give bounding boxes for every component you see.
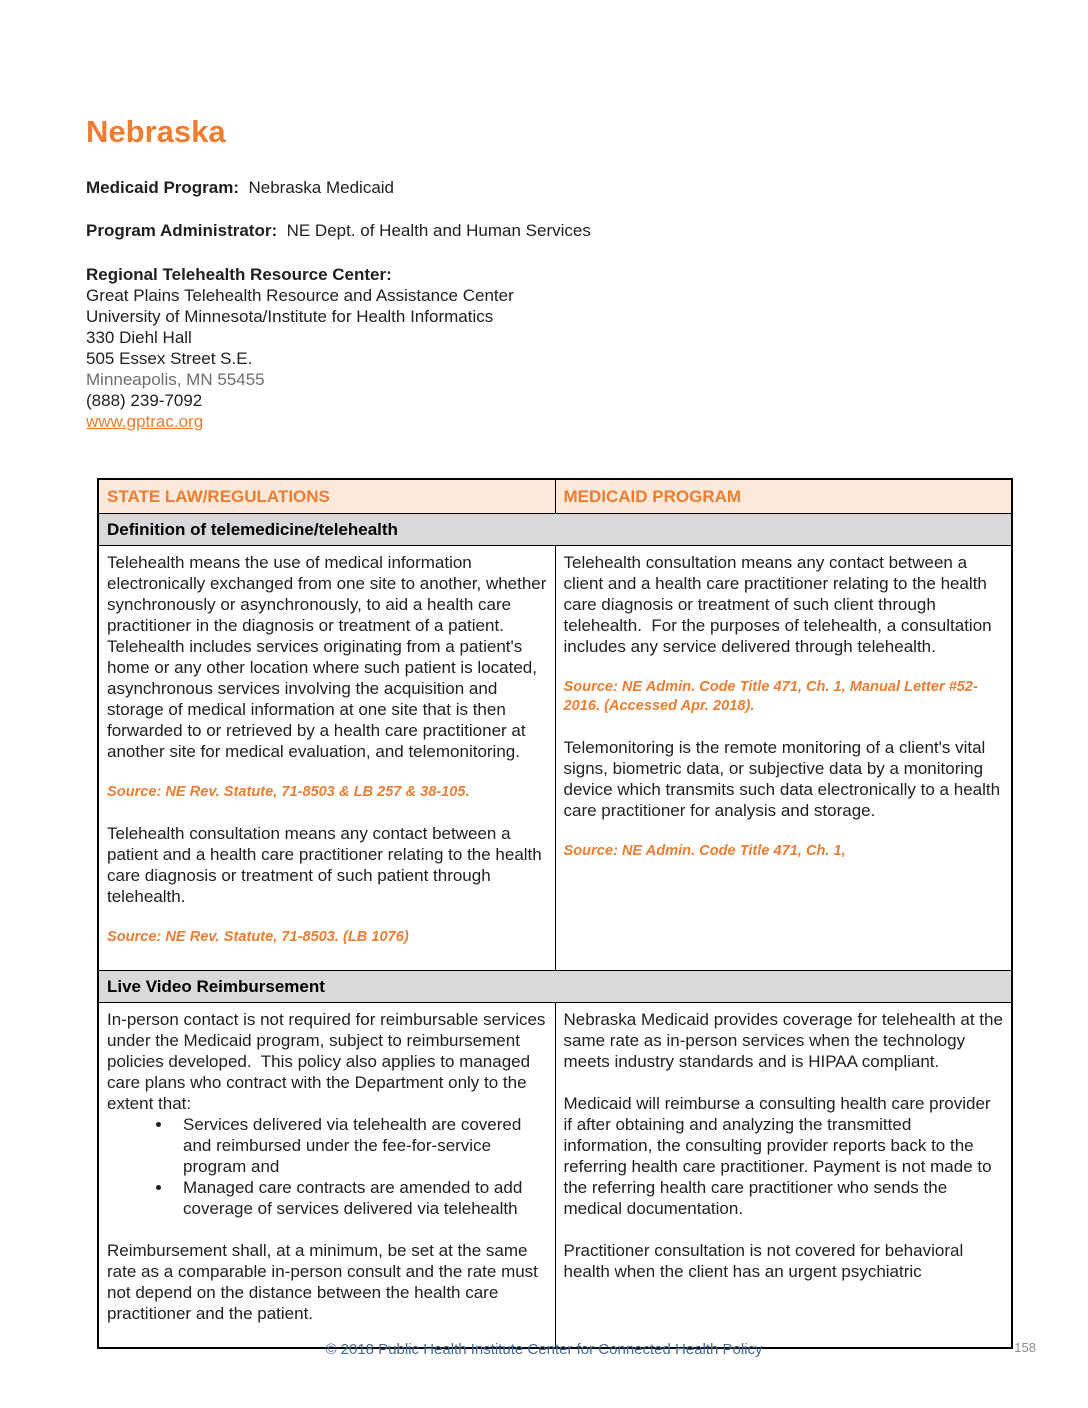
program-administrator-label: Program Administrator:	[86, 221, 278, 240]
column-header-state-law: STATE LAW/REGULATIONS	[98, 479, 555, 514]
state-law-cell	[98, 1003, 555, 1349]
medicaid-program-cell	[555, 546, 1012, 971]
section-content-row	[98, 546, 1012, 971]
policy-paragraph: Telehealth means the use of medical information electronically exchanged from one site to another, whether synchronously or asynchronously, to aid a health care practitioner in the diagnosis or treatment of a patient. Telehealth includes services originating from a patient's home or any other location where such patient is located, asynchronous services involving the acquisition and storage of medical information at one site that is then forwarded to or retrieved by a health care practitioner at another site for medical evaluation, and telemonitoring.	[107, 553, 552, 761]
medicaid-program-value: Nebraska Medicaid	[248, 178, 395, 197]
policy-paragraph: Telehealth consultation means any contact between a client and a health care practitioner relating to the health care diagnosis or treatment of such client through telehealth. For the purposes of telehealth, a consultation includes any service delivered through telehealth.	[563, 553, 997, 656]
medicaid-program-label: Medicaid Program:	[86, 178, 240, 197]
policy-paragraph: Practitioner consultation is not covered for behavioral health when the client has an urgent psychiatric	[563, 1241, 968, 1281]
source-citation: Source: NE Admin. Code Title 471, Ch. 1, Manual Letter #52-2016. (Accessed Apr. 2018).	[563, 679, 978, 714]
policy-paragraph: Medicaid will reimburse a consulting health care provider if after obtaining and analyzing the transmitted information, the consulting provider reports back to the referring health care practitioner. Payment is not made to the referring health care practitioner who sends the medical documentation.	[563, 1094, 997, 1218]
bullet-item: • Managed care contracts are amended to add coverage of services delivered via telehealth	[173, 1177, 547, 1219]
program-administrator-line	[86, 220, 1014, 241]
column-header-medicaid-program: MEDICAID PROGRAM	[555, 479, 1012, 514]
footer-page-number: 158	[1014, 1340, 1036, 1355]
address-line: Minneapolis, MN 55455	[86, 370, 265, 389]
source-citation: Source: NE Admin. Code Title 471, Ch. 1,	[563, 843, 846, 859]
table-header-row	[98, 479, 1012, 514]
address-line: (888) 239-7092	[86, 391, 203, 410]
source-citation: Source: NE Rev. Statute, 71-8503 & LB 257 & 38-105.	[107, 784, 470, 800]
address-line: 505 Essex Street S.E.	[86, 349, 253, 368]
section-heading: Live Video Reimbursement	[98, 971, 1012, 1003]
medicaid-program-line	[86, 177, 1014, 198]
address-line: 330 Diehl Hall	[86, 328, 192, 347]
policy-paragraph: Telehealth consultation means any contact between a patient and a health care practitioner relating to the health care diagnosis or treatment of such patient through telehealth.	[107, 824, 547, 906]
section-heading-row	[98, 514, 1012, 546]
rtrc-heading: Regional Telehealth Resource Center:	[86, 265, 392, 284]
bullet-item: • Services delivered via telehealth are covered and reimbursed under the fee-for-service program and	[173, 1114, 547, 1177]
program-administrator-value: NE Dept. of Health and Human Services	[286, 221, 591, 240]
page-title: Nebraska	[86, 114, 226, 149]
section-heading: Definition of telemedicine/telehealth	[98, 514, 1012, 546]
gptrac-link[interactable]: www.gptrac.org	[86, 412, 204, 431]
medicaid-program-cell	[555, 1003, 1012, 1349]
source-citation: Source: NE Rev. Statute, 71-8503. (LB 1076)	[107, 929, 409, 945]
policy-paragraph: Telemonitoring is the remote monitoring of a client's vital signs, biometric data, or subjective data by a monitoring device which transmits such data electronically to a health care practitioner for analysis and storage.	[563, 738, 1005, 820]
policy-paragraph: Reimbursement shall, at a minimum, be set at the same rate as a comparable in-person consult and the rate must not depend on the distance between the health care practitioner and the patient.	[107, 1241, 543, 1323]
bullet-list	[107, 1114, 547, 1219]
section-content-row	[98, 1003, 1012, 1349]
address-line: University of Minnesota/Institute for Health Informatics	[86, 307, 494, 326]
footer-copyright: © 2018 Public Health Institute Center for Connected Health Policy	[325, 1341, 763, 1358]
address-line: Great Plains Telehealth Resource and Assistance Center	[86, 286, 514, 305]
policy-paragraph: Nebraska Medicaid provides coverage for telehealth at the same rate as in-person services when the technology meets industry standards and is HIPAA compliant.	[563, 1010, 1008, 1071]
gptrac-link-line	[86, 411, 1014, 432]
state-law-cell	[98, 546, 555, 971]
rtrc-address	[86, 285, 1014, 432]
section-heading-row	[98, 971, 1012, 1003]
policy-table	[97, 478, 1013, 1349]
policy-paragraph: In-person contact is not required for reimbursable services under the Medicaid program, subject to reimbursement policies developed. This policy also applies to managed care plans who contract with the Department only to the extent that:	[107, 1010, 551, 1113]
